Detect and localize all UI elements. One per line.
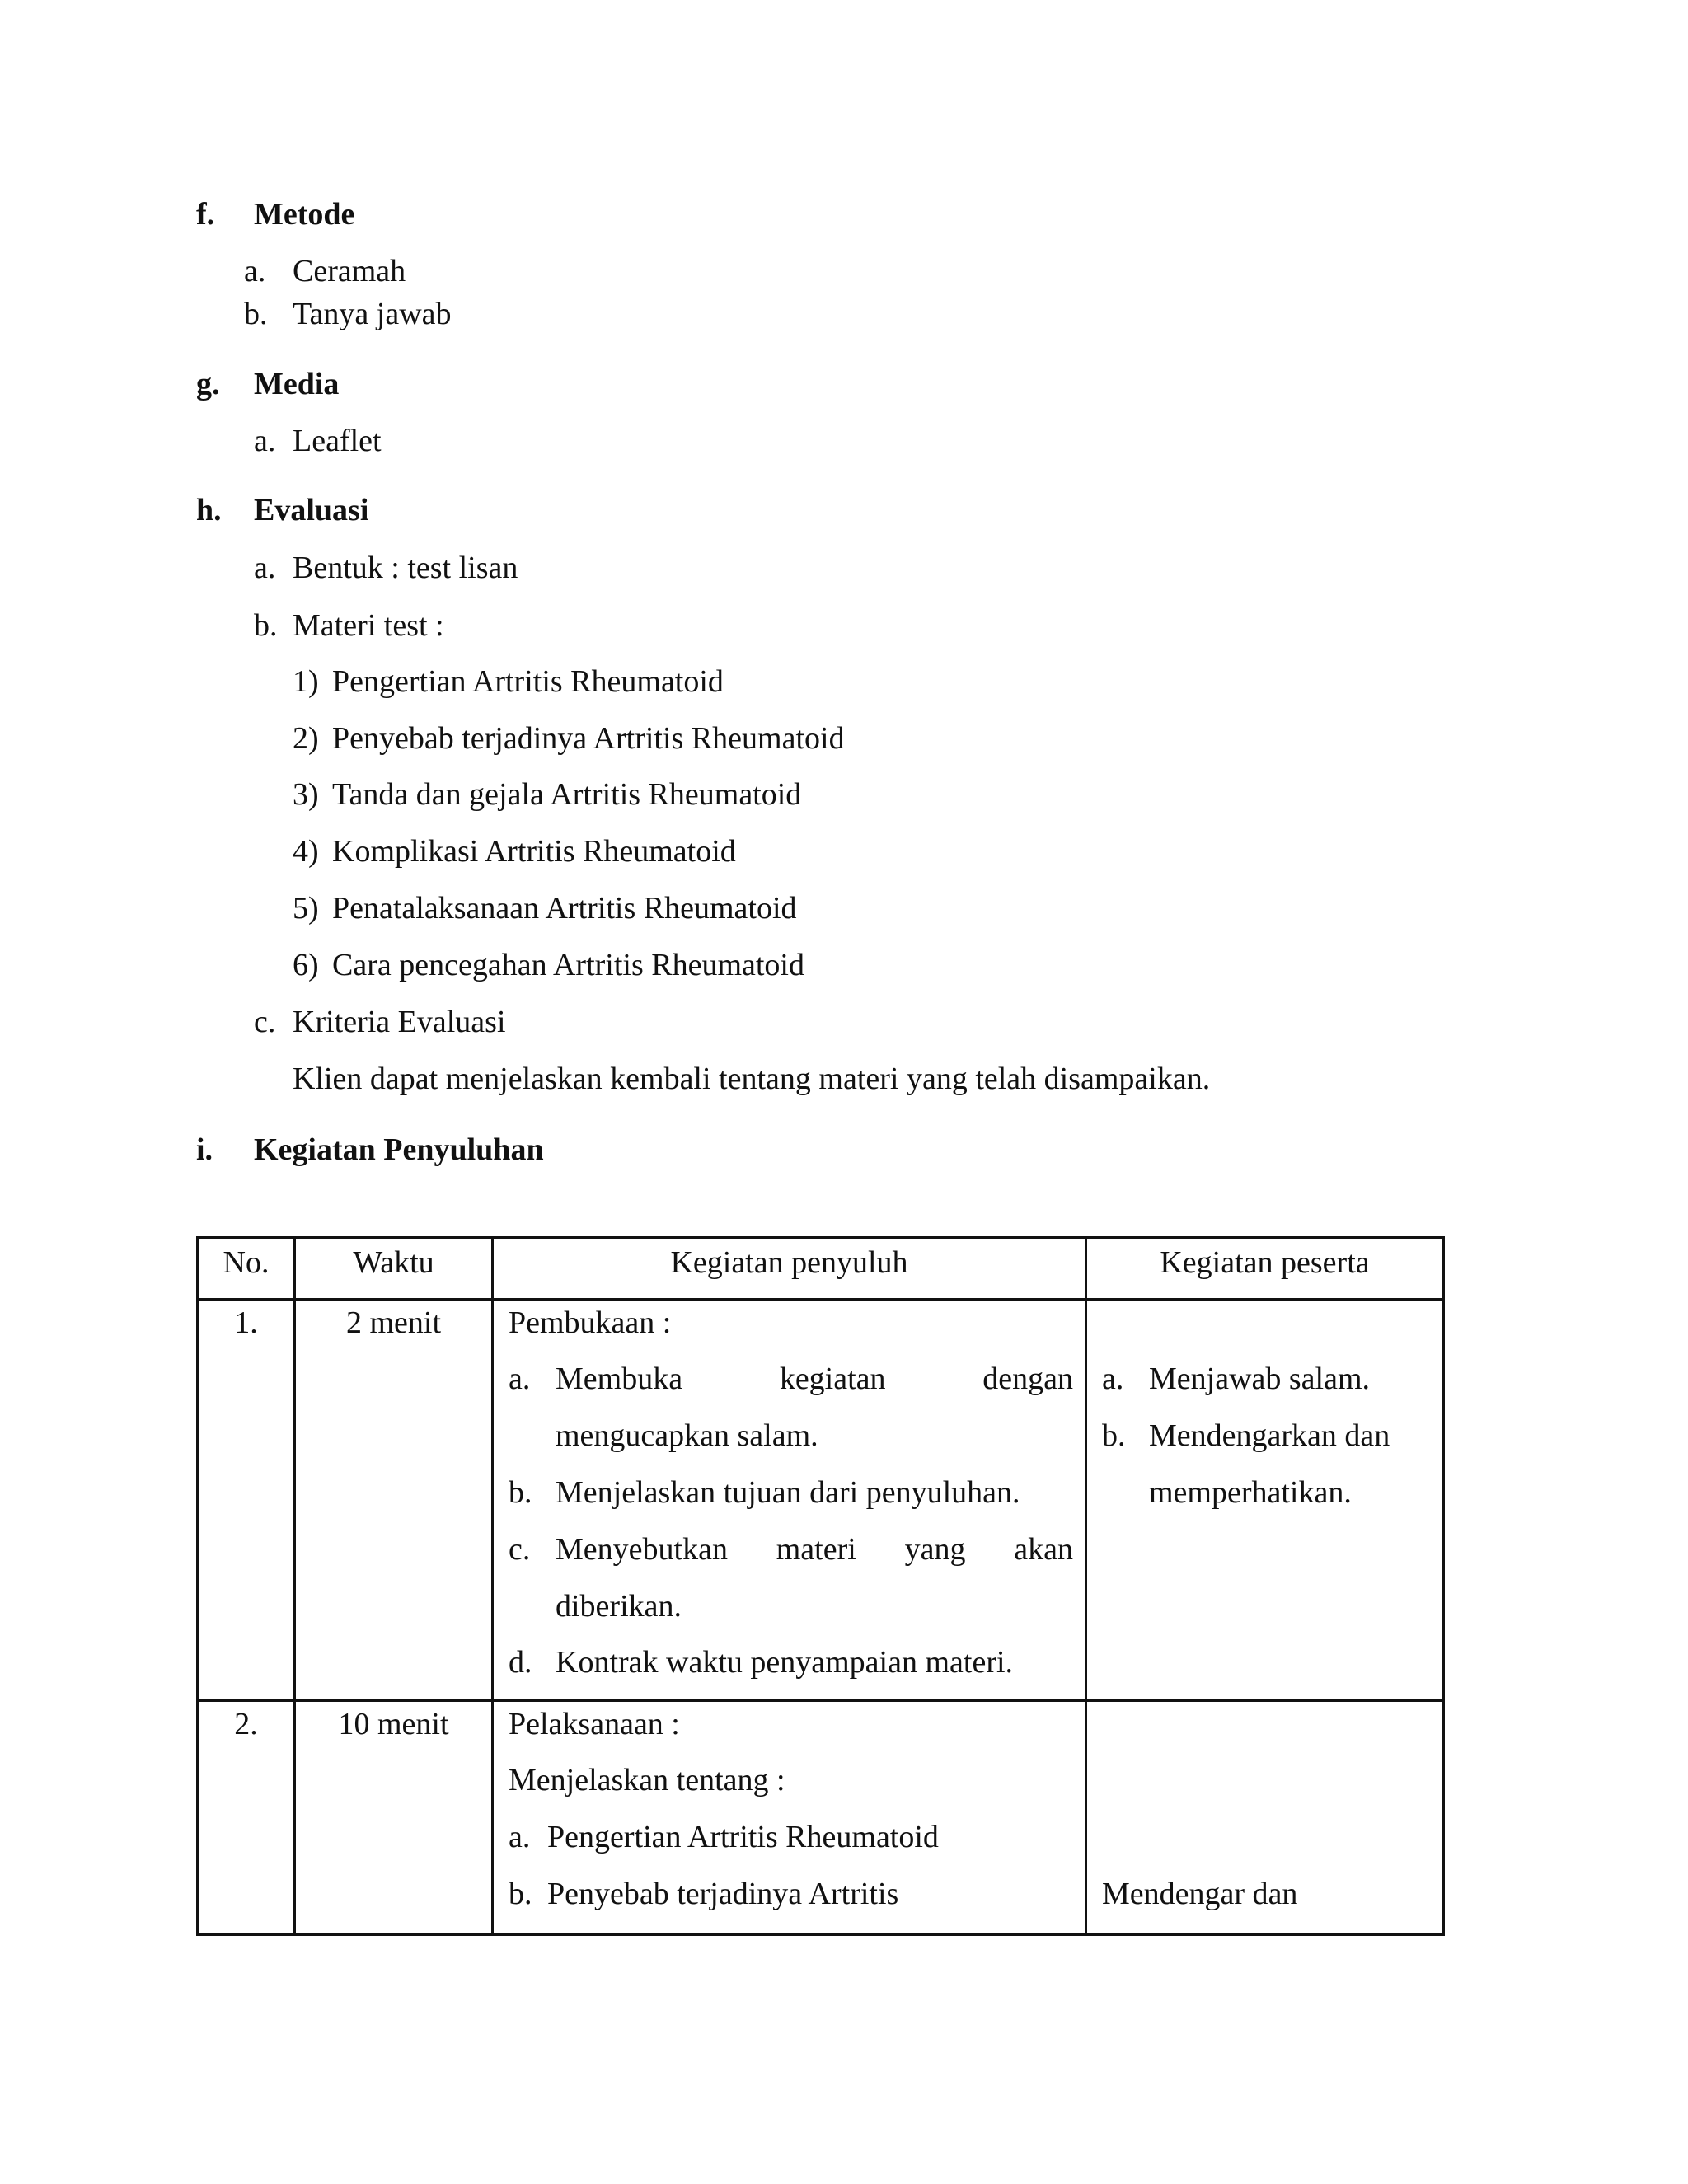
sublist-item: Cara pencegahan Artritis Rheumatoid [332,948,804,982]
list-marker: a. [244,254,266,288]
table-header-row [198,1238,1444,1300]
row-number: 2. [234,1707,258,1741]
section-i-title: Kegiatan Penyuluhan [254,1132,544,1167]
word: yang [904,1532,966,1567]
participant-activity: Mendengar dan [1102,1877,1298,1911]
list-marker: a. [254,424,276,458]
list-item-justified-line [556,1363,1073,1394]
sublist-marker: 3) [293,777,319,812]
sublist-marker: 5) [293,891,319,926]
list-item-justified-line [556,1534,1073,1565]
header-waktu-label: Waktu [353,1245,434,1280]
word: materi [776,1532,856,1567]
cell-waktu [295,1701,493,1935]
header-no-label: No. [223,1245,270,1280]
list-item: Bentuk : test lisan [293,551,518,585]
list-item: Menjelaskan tujuan dari penyuluhan. [556,1475,1020,1510]
cell-waktu [295,1300,493,1701]
activity-title: Pembukaan : [509,1305,672,1340]
list-marker: b. [244,297,268,331]
activity-intro: Menjelaskan tentang : [509,1763,785,1797]
cell-kegiatan-penyuluh [493,1300,1086,1701]
section-f-marker: f. [196,197,215,232]
list-item: Menjawab salam. [1149,1361,1371,1396]
list-item: Pengertian Artritis Rheumatoid [547,1820,939,1854]
sublist-marker: 6) [293,948,319,982]
list-marker: a. [1102,1361,1124,1396]
section-h-marker: h. [196,493,222,527]
sublist-item: Penatalaksanaan Artritis Rheumatoid [332,891,797,926]
list-marker: b. [509,1475,532,1510]
list-item: Penyebab terjadinya Artritis [547,1877,899,1911]
header-waktu [295,1238,493,1300]
list-item: Mendengarkan dan [1149,1418,1390,1453]
header-kegiatan-peserta-label: Kegiatan peserta [1160,1245,1370,1280]
row-duration: 2 menit [345,1305,442,1340]
cell-no [198,1300,295,1701]
kegiatan-table [196,1236,1445,1936]
section-f-title: Metode [254,197,355,232]
activity-title: Pelaksanaan : [509,1707,680,1741]
cell-no [198,1701,295,1935]
list-item: Materi test : [293,608,444,643]
sublist-marker: 2) [293,721,319,756]
list-item: Tanya jawab [293,297,452,331]
list-marker: a. [509,1361,531,1396]
list-item-continuation: mengucapkan salam. [556,1418,818,1453]
cell-kegiatan-peserta [1086,1300,1444,1701]
word: Menyebutkan [556,1532,728,1567]
header-kegiatan-penyuluh [493,1238,1086,1300]
section-i-marker: i. [196,1132,213,1167]
list-item: Kriteria Evaluasi [293,1005,506,1039]
row-duration: 10 menit [338,1707,449,1741]
list-item: Ceramah [293,254,406,288]
list-marker: b. [254,608,278,643]
list-marker: b. [1102,1418,1126,1453]
cell-kegiatan-peserta [1086,1701,1444,1935]
sublist-item: Komplikasi Artritis Rheumatoid [332,834,736,869]
section-g-title: Media [254,367,340,401]
header-kegiatan-peserta [1086,1238,1444,1300]
section-h-title: Evaluasi [254,493,369,527]
list-item-continuation: memperhatikan. [1149,1475,1352,1510]
list-marker: d. [509,1645,532,1680]
list-marker: c. [509,1532,531,1567]
row-number: 1. [234,1305,258,1340]
list-marker: b. [509,1877,532,1911]
list-marker: c. [254,1005,276,1039]
list-item: Kontrak waktu penyampaian materi. [556,1645,1014,1680]
word: Membuka [556,1361,683,1396]
sublist-item: Pengertian Artritis Rheumatoid [332,664,724,699]
list-marker: a. [509,1820,531,1854]
header-kegiatan-penyuluh-label: Kegiatan penyuluh [670,1245,908,1280]
table-row [198,1701,1444,1935]
cell-kegiatan-penyuluh [493,1701,1086,1935]
section-g-marker: g. [196,367,220,401]
criteria-text: Klien dapat menjelaskan kembali tentang materi yang telah disampaikan. [293,1062,1211,1096]
sublist-item: Tanda dan gejala Artritis Rheumatoid [332,777,802,812]
sublist-marker: 1) [293,664,319,699]
list-item-continuation: diberikan. [556,1589,682,1624]
header-no [198,1238,295,1300]
list-marker: a. [254,551,276,585]
table-row [198,1300,1444,1701]
word: dengan [982,1361,1073,1396]
word: kegiatan [779,1361,886,1396]
word: akan [1014,1532,1073,1567]
sublist-marker: 4) [293,834,319,869]
list-item: Leaflet [293,424,382,458]
sublist-item: Penyebab terjadinya Artritis Rheumatoid [332,721,845,756]
